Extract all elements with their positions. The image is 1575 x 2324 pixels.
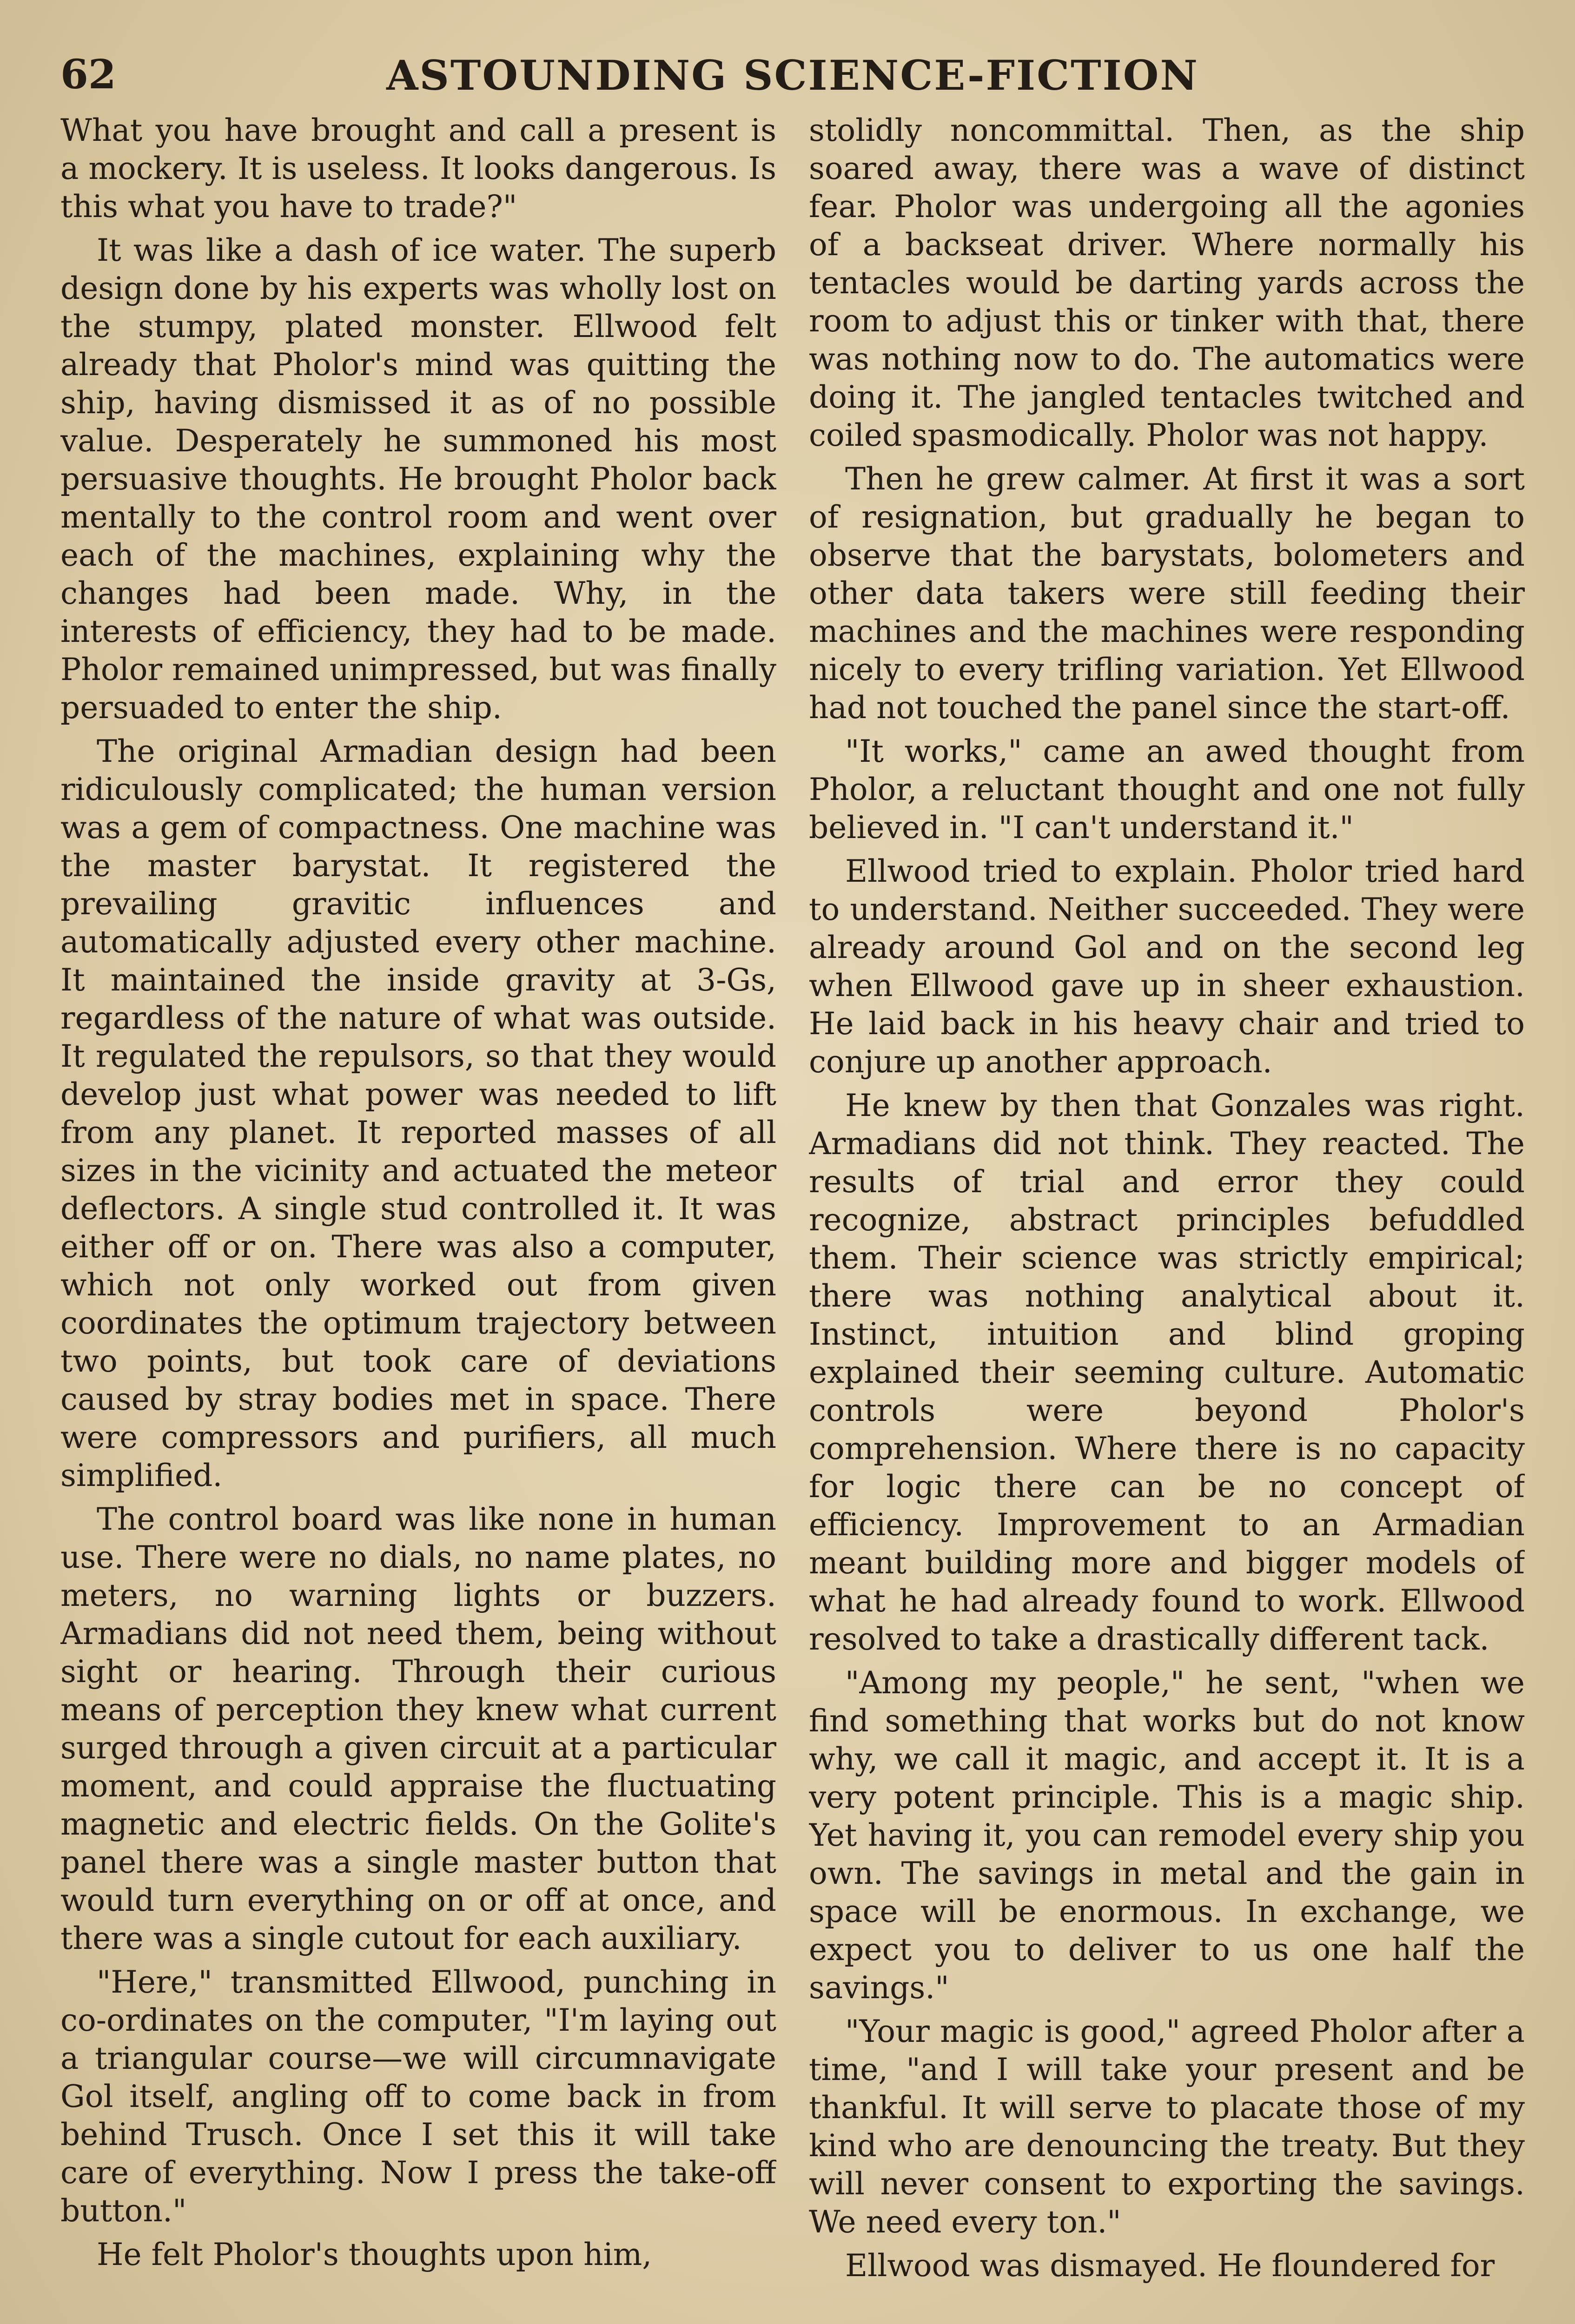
paragraph: stolidly noncommittal. Then, as the ship soared away, there was a wave of distinct fear. Pholor was undergoing all the agonies of a backseat driver. Where normally his tentacles would be darting yards across the room to adjust this or tinker with that, there was nothing now to do. The automatics were doing it. The jangled tentacles twitched and coiled spasmodically. Pholor was not happy.: [809, 112, 1525, 453]
page-number: 62: [60, 51, 116, 98]
paragraph: It was like a dash of ice water. The superb design done by his experts was wholly lost on the stumpy, plated monster. Ellwood felt already that Pholor's mind was quitting the ship, having dismissed it as of no possible value. Desperately he summoned his most persuasive thoughts. He brought Pholor back mentally to the control room and went over each of the machines, explaining why the changes had been made. Why, in the interests of efficiency, they had to be made. Pholor remained unimpressed, but was finally persuaded to enter the ship.: [60, 232, 776, 726]
paragraph: "Your magic is good," agreed Pholor after a time, "and I will take your present and be thankful. It will serve to placate those of my kind who are denouncing the treaty. But they will never consent to exporting the savings. We need every ton.": [809, 2014, 1525, 2240]
paragraph: The control board was like none in human use. There were no dials, no name plates, no meters, no warning lights or buzzers. Armadians did not need them, being without sight or hearing. Through their curious means of perception they knew what current surged through a given circuit at a particular moment, and could appraise the fluctuating magnetic and electric fields. On the Golite's panel there was a single master button that would turn everything on or off at once, and there was a single cutout for each auxiliary.: [60, 1501, 776, 1956]
paragraph: He knew by then that Gonzales was right. Armadians did not think. They reacted. The results of trial and error they could recognize, abstract principles befuddled them. Their science was strictly empirical; there was nothing analytical about it. Instinct, intuition and blind groping explained their seeming culture. Automatic controls were beyond Pholor's comprehension. Where there is no capacity for logic there can be no concept of efficiency. Improvement to an Armadian meant building more and bigger models of what he had already found to work. Ellwood resolved to take a drastically different tack.: [809, 1088, 1525, 1657]
paragraph: What you have brought and call a present is a mockery. It is useless. It looks dangerous. Is this what you have to trade?": [60, 112, 776, 224]
magazine-title: ASTOUNDING SCIENCE-FICTION: [386, 51, 1199, 99]
paragraph: Then he grew calmer. At first it was a sort of resignation, but gradually he began to observe that the barystats, bolometers and other data takers were still feeding their machines and the machines were responding nicely to every trifling variation. Yet Ellwood had not touched the panel since the start-off.: [809, 461, 1525, 726]
paragraph: "It works," came an awed thought from Pholor, a reluctant thought and one not fully believed in. "I can't understand it.": [809, 733, 1525, 845]
page-header: [60, 42, 1525, 112]
paragraph: "Here," transmitted Ellwood, punching in co-ordinates on the computer, "I'm laying out a triangular course—we will circumnavigate Gol itself, angling off to come back in from behind Trusch. Once I set this it will take care of everything. Now I press the take-off button.": [60, 1964, 776, 2229]
paragraph: Ellwood was dismayed. He floundered for: [845, 2248, 1495, 2284]
right-text-column: [809, 112, 1525, 2324]
paragraph: He felt Pholor's thoughts upon him,: [97, 2237, 652, 2272]
paragraph: The original Armadian design had been ridiculously complicated; the human version was a gem of compactness. One machine was the master barystat. It registered the prevailing gravitic influences and automatically adjusted every other machine. It maintained the inside gravity at 3-Gs, regardless of the nature of what was outside. It regulated the repulsors, so that they would develop just what power was needed to lift from any planet. It reported masses of all sizes in the vicinity and actuated the meteor deflectors. A single stud controlled it. It was either off or on. There was also a computer, which not only worked out from given coordinates the optimum trajectory between two points, but took care of deviations caused by stray bodies met in space. There were compressors and purifiers, all much simplified.: [60, 733, 776, 1493]
left-text-column: [60, 112, 776, 2324]
paragraph: Ellwood tried to explain. Pholor tried hard to understand. Neither succeeded. They were already around Gol and on the second leg when Ellwood gave up in sheer exhaustion. He laid back in his heavy chair and tried to conjure up another approach.: [809, 853, 1525, 1080]
paragraph: "Among my people," he sent, "when we find something that works but do not know why, we call it magic, and accept it. It is a very potent principle. This is a magic ship. Yet having it, you can remodel every ship you own. The savings in metal and the gain in space will be enormous. In exchange, we expect you to deliver to us one half the savings.": [809, 1665, 1525, 2006]
